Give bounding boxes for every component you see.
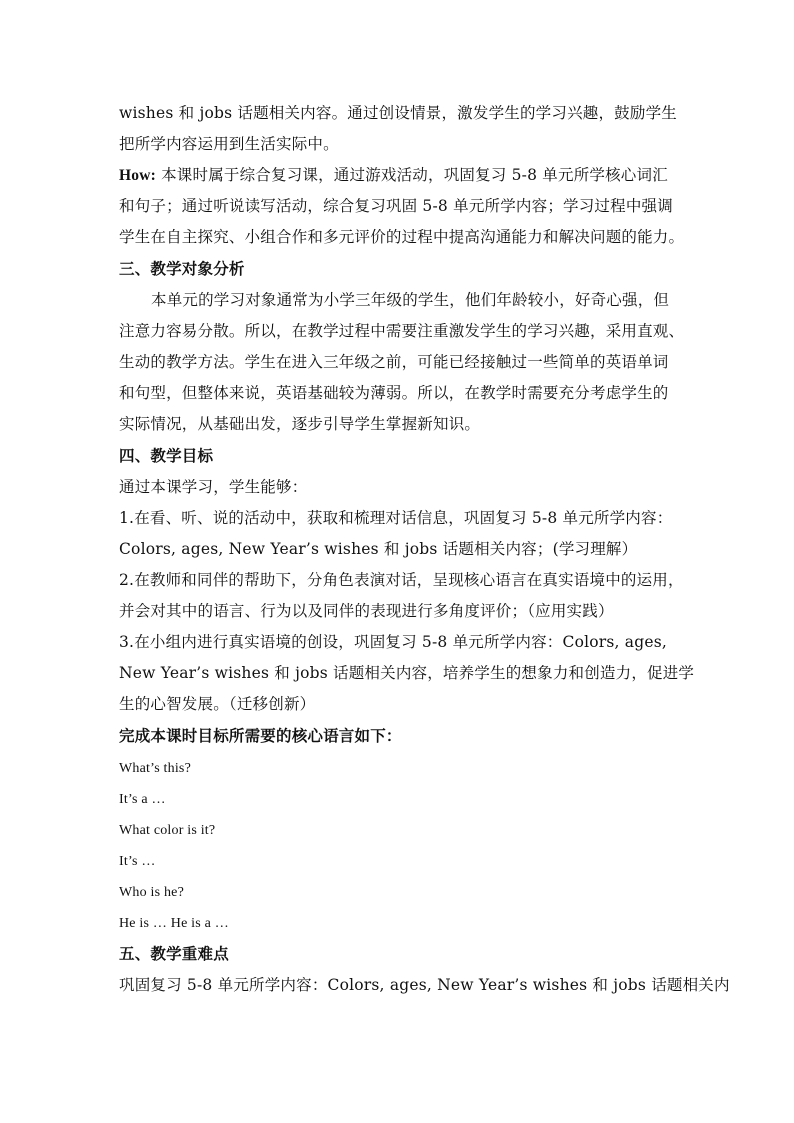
core-sentence: It’s … [119,854,156,869]
paragraph-line: 把所学内容运用到生活实际中。 [119,135,339,153]
paragraph-line: 本单元的学习对象通常为小学三年级的学生，他们年龄较小，好奇心强，但 [151,291,670,309]
objective-line: 3.在小组内进行真实语境的创设，巩固复习 5-8 单元所学内容：Colors, ages, [119,633,668,651]
objective-line: 并会对其中的语言、行为以及同伴的表现进行多角度评价；（应用实践） [119,602,614,620]
paragraph-line: 和句型，但整体来说，英语基础较为薄弱。所以，在教学时需要充分考虑学生的 [119,384,669,402]
paragraph-line: wishes 和 jobs 话题相关内容。通过创设情景，激发学生的学习兴趣，鼓励学生 [119,104,677,122]
section-heading: 四、教学目标 [119,446,214,465]
objective-line: Colors, ages, New Year’s wishes 和 jobs 话题相关内容；(学习理解） [119,540,638,558]
how-label: How: [119,167,156,184]
section-heading: 完成本课时目标所需要的核心语言如下： [119,726,402,745]
objective-line: 2.在教师和同伴的帮助下，分角色表演对话，呈现核心语言在真实语境中的运用， [119,571,684,589]
core-sentence: Who is he? [119,885,184,900]
core-sentence: It’s a … [119,792,166,807]
paragraph-line: 实际情况，从基础出发，逐步引导学生掌握新知识。 [119,415,481,433]
core-sentence: What color is it? [119,823,216,838]
paragraph-line: 巩固复习 5-8 单元所学内容：Colors, ages, New Year’s wishes 和 jobs 话题相关内 [119,976,730,994]
paragraph-line: 和句子；通过听说读写活动，综合复习巩固 5-8 单元所学内容；学习过程中强调 [119,197,673,215]
paragraph-line [119,165,689,186]
section-heading: 三、教学对象分析 [119,259,245,278]
paragraph-line: 注意力容易分散。所以，在教学过程中需要注重激发学生的学习兴趣，采用直观、 [119,322,685,340]
objective-line: New Year’s wishes 和 jobs 话题相关内容，培养学生的想象力和创造力，促进学 [119,664,695,682]
paragraph-line: 学生在自主探究、小组合作和多元评价的过程中提高沟通能力和解决问题的能力。 [119,228,685,246]
core-sentence: He is … He is a … [119,916,229,931]
core-sentence: What’s this? [119,761,191,776]
paragraph-line: 生动的教学方法。学生在进入三年级之前，可能已经接触过一些简单的英语单词 [119,353,669,371]
how-text: 本课时属于综合复习课，通过游戏活动，巩固复习 5-8 单元所学核心词汇 [155,166,668,184]
objective-line: 1.在看、听、说的活动中，获取和梳理对话信息，巩固复习 5-8 单元所学内容： [119,509,673,527]
section-heading: 五、教学重难点 [119,944,229,963]
paragraph-line: 通过本课学习，学生能够： [119,478,308,496]
objective-line: 生的心智发展。（迁移创新） [119,695,316,713]
